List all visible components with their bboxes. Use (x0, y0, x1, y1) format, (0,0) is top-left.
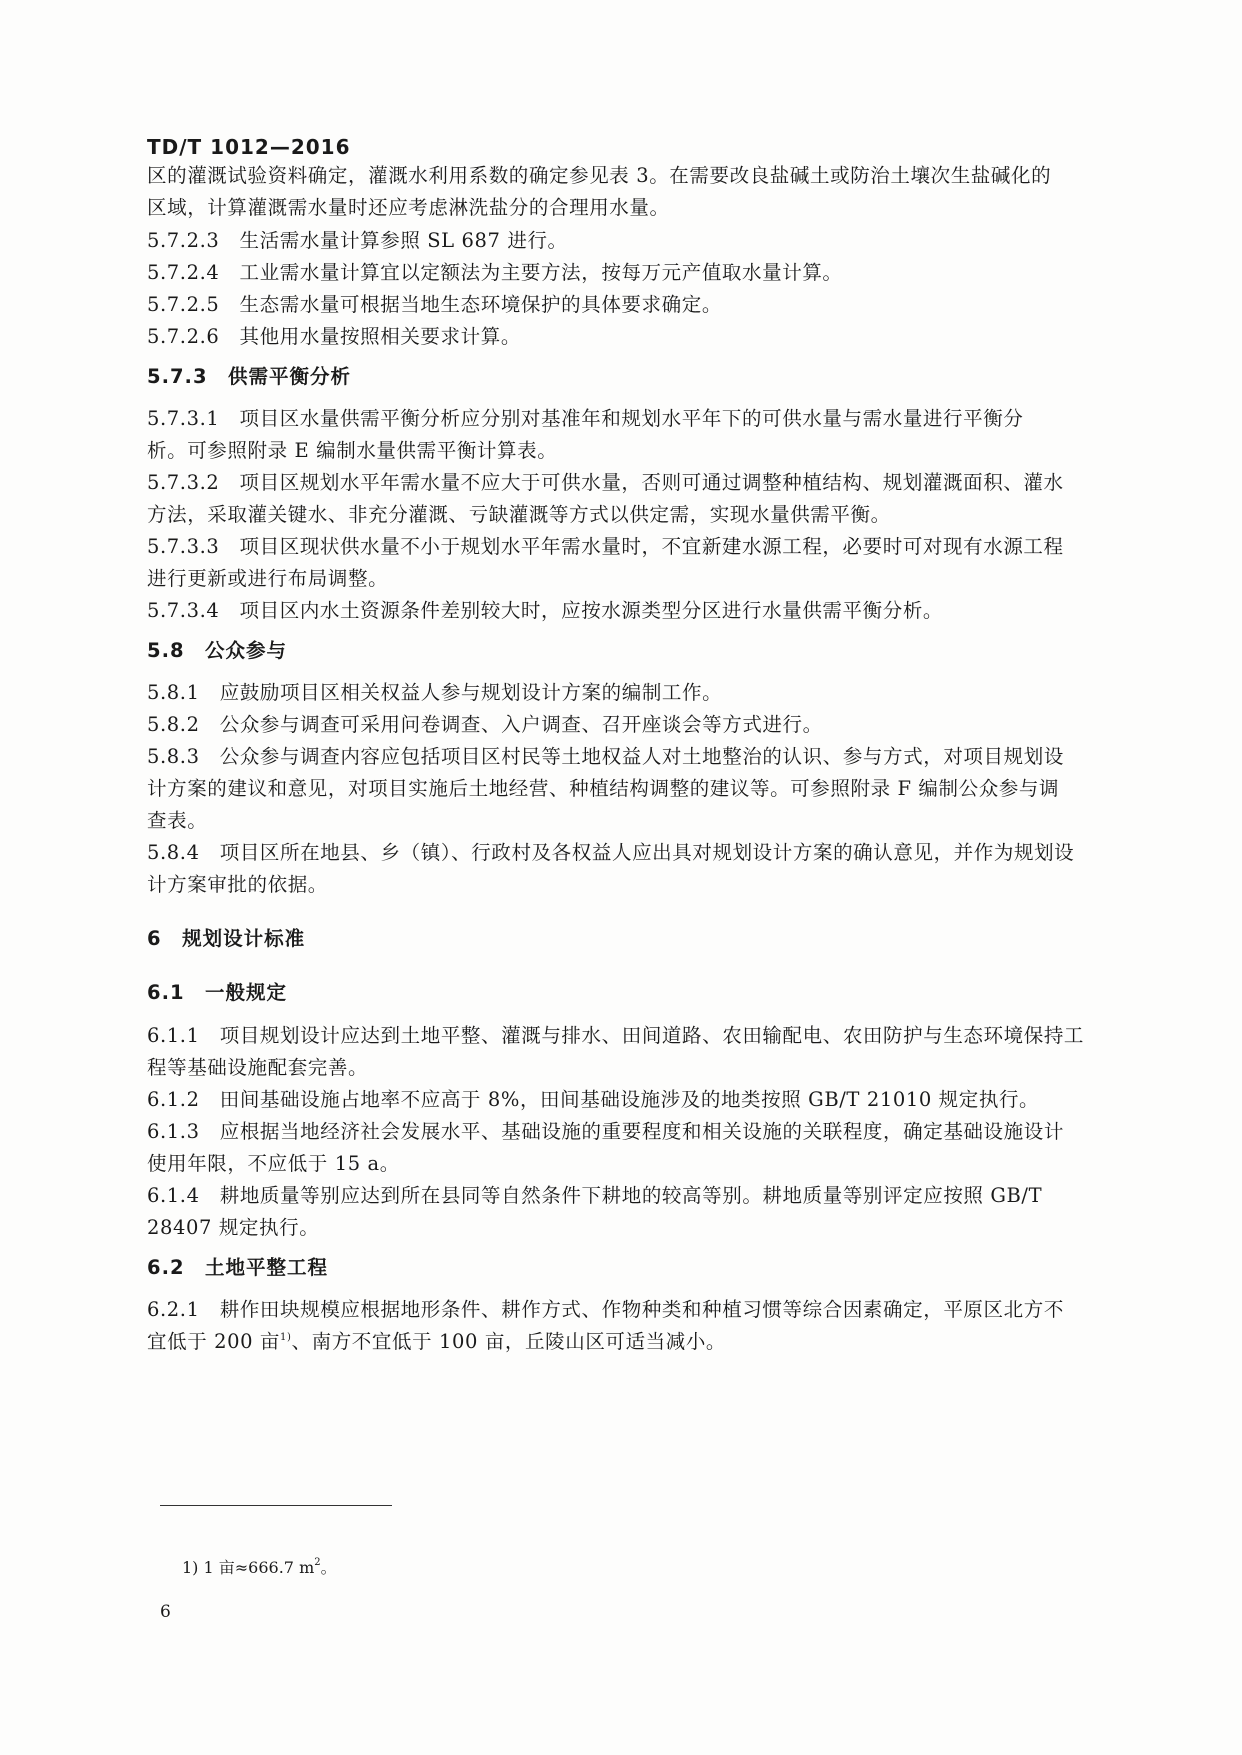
footnote-divider (160, 1505, 392, 1506)
clause-5-8-3: 5.8.3 公众参与调查内容应包括项目区村民等土地权益人对土地整治的认识、参与方式，对项目规划设 (147, 745, 1064, 768)
footnote (182, 1556, 337, 1580)
clause-5-7-2-3: 5.7.2.3 生活需水量计算参照 SL 687 进行。 (147, 229, 568, 252)
clause-5-7-3-4: 5.7.3.4 项目区内水土资源条件差别较大时，应按水源类型分区进行水量供需平衡分析。 (147, 599, 944, 622)
clause-5-7-3-2: 5.7.3.2 项目区规划水平年需水量不应大于可供水量，否则可通过调整种植结构、规划灌溉面积、灌水 (147, 471, 1064, 494)
text-segment: 、南方不宜低于 100 亩，丘陵山区可适当减小。 (291, 1330, 727, 1353)
section-heading-5-7-3: 5.7.3 供需平衡分析 (147, 365, 352, 388)
text-segment: 宜低于 200 亩 (147, 1330, 281, 1353)
footnote-text: 1) 1 亩≈666.7 m (182, 1558, 315, 1577)
footnote-text: 。 (320, 1558, 337, 1577)
superscript: 2 (314, 1557, 321, 1568)
clause-5-7-3-1: 5.7.3.1 项目区水量供需平衡分析应分别对基准年和规划水平年下的可供水量与需水量进行平衡分 (147, 407, 1024, 430)
section-heading-6-1: 6.1 一般规定 (147, 981, 288, 1004)
paragraph-line: 28407 规定执行。 (147, 1216, 320, 1239)
clause-5-7-2-6: 5.7.2.6 其他用水量按照相关要求计算。 (147, 325, 521, 348)
paragraph-line: 查表。 (147, 809, 208, 832)
clause-5-8-2: 5.8.2 公众参与调查可采用问卷调查、入户调查、召开座谈会等方式进行。 (147, 713, 823, 736)
clause-6-1-1: 6.1.1 项目规划设计应达到土地平整、灌溉与排水、田间道路、农田输配电、农田防护与生态环境保持工 (147, 1024, 1085, 1047)
section-heading-6-2: 6.2 土地平整工程 (147, 1256, 329, 1279)
clause-6-1-3: 6.1.3 应根据当地经济社会发展水平、基础设施的重要程度和相关设施的关联程度，确定基础设施设计 (147, 1120, 1064, 1143)
paragraph-line-with-footnote-ref (147, 1327, 726, 1357)
paragraph-line: 程等基础设施配套完善。 (147, 1056, 369, 1079)
chapter-heading-6: 6 规划设计标准 (147, 927, 306, 950)
page-number: 6 (160, 1602, 171, 1622)
paragraph-line: 区的灌溉试验资料确定，灌溉水利用系数的确定参见表 3。在需要改良盐碱土或防治土壤次生盐碱化的 (147, 164, 1052, 187)
clause-5-8-1: 5.8.1 应鼓励项目区相关权益人参与规划设计方案的编制工作。 (147, 681, 723, 704)
clause-6-1-4: 6.1.4 耕地质量等别应达到所在县同等自然条件下耕地的较高等别。耕地质量等别评定应按照 GB/T (147, 1184, 1043, 1207)
paragraph-line: 计方案审批的依据。 (147, 873, 328, 896)
clause-5-7-3-3: 5.7.3.3 项目区现状供水量不小于规划水平年需水量时，不宜新建水源工程，必要时可对现有水源工程 (147, 535, 1064, 558)
paragraph-line: 区域，计算灌溉需水量时还应考虑淋洗盐分的合理用水量。 (147, 196, 670, 219)
paragraph-line: 使用年限，不应低于 15 a。 (147, 1152, 400, 1175)
paragraph-line: 方法，采取灌关键水、非充分灌溉、亏缺灌溉等方式以供定需，实现水量供需平衡。 (147, 503, 891, 526)
clause-5-8-4: 5.8.4 项目区所在地县、乡（镇）、行政村及各权益人应出具对规划设计方案的确认意见，并作为规划设 (147, 841, 1075, 864)
document-id: TD/T 1012—2016 (147, 135, 351, 159)
footnote-reference[interactable]: 1) (280, 1332, 292, 1343)
clause-5-7-2-4: 5.7.2.4 工业需水量计算宜以定额法为主要方法，按每万元产值取水量计算。 (147, 261, 843, 284)
paragraph-line: 析。可参照附录 E 编制水量供需平衡计算表。 (147, 439, 558, 462)
paragraph-line: 进行更新或进行布局调整。 (147, 567, 389, 590)
paragraph-line: 计方案的建议和意见，对项目实施后土地经营、种植结构调整的建议等。可参照附录 F 编制公众参与调 (147, 777, 1060, 800)
clause-6-2-1: 6.2.1 耕作田块规模应根据地形条件、耕作方式、作物种类和种植习惯等综合因素确定，平原区北方不 (147, 1298, 1064, 1321)
clause-6-1-2: 6.1.2 田间基础设施占地率不应高于 8%，田间基础设施涉及的地类按照 GB/T 21010 规定执行。 (147, 1088, 1040, 1111)
clause-5-7-2-5: 5.7.2.5 生态需水量可根据当地生态环境保护的具体要求确定。 (147, 293, 722, 316)
section-heading-5-8: 5.8 公众参与 (147, 639, 288, 662)
